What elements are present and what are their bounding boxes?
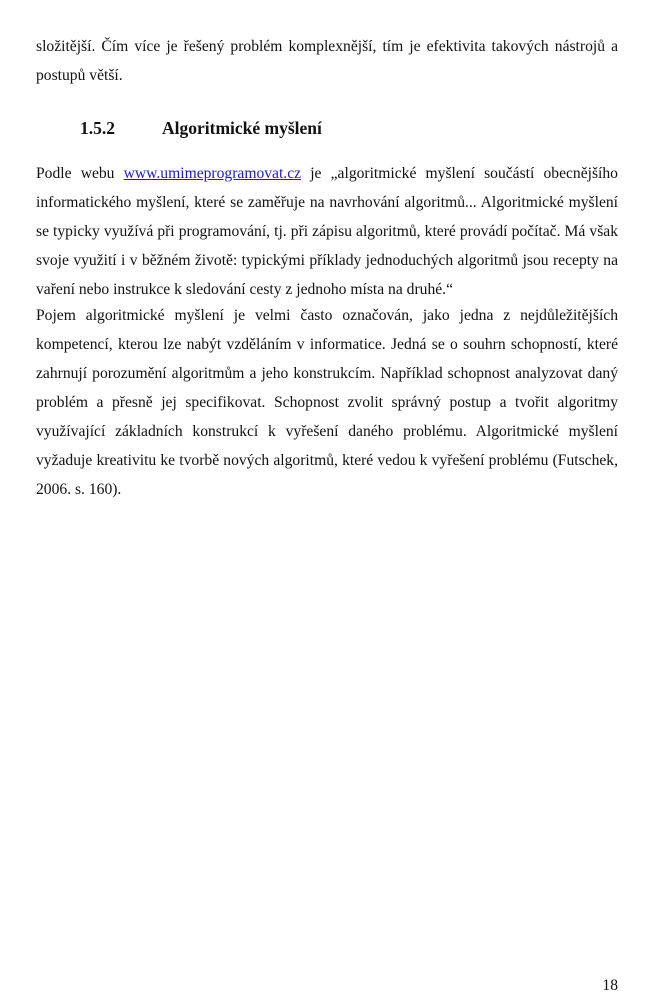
paragraph1-line-3: se typicky využívá při programování, tj. při zápisu algoritmů, které provádí počítač. Má však xyxy=(36,223,618,240)
intro-line-1: složitější. Čím více je řešený problém komplexnější, tím je efektivita takových nástrojů a xyxy=(36,38,618,55)
paragraph1-line-4: svoje využití i v běžném životě: typickými příklady jednoduchých algoritmů jsou recepty na xyxy=(36,252,618,269)
paragraph2-line-6: vyžaduje kreativitu ke tvorbě nových algoritmů, které vedou k vyřešení problému (Futschek, xyxy=(36,452,618,469)
paragraph1-intro-text: Podle webu xyxy=(36,165,115,182)
paragraph2-line-5: využívající základních konstrukcí k vyřešení daného problému. Algoritmické myšlení xyxy=(36,423,618,440)
page-number: 18 xyxy=(602,977,618,994)
paragraph1-quote-start: je „algoritmické myšlení součástí obecnějšího xyxy=(310,165,618,182)
intro-line-2: postupů větší. xyxy=(36,67,123,84)
paragraph2-line-2: kompetencí, kterou lze nabýt vzděláním v informatice. Jedná se o souhrn schopností, které xyxy=(36,336,618,353)
paragraph1-line-1 xyxy=(36,164,618,184)
paragraph2-line-1: Pojem algoritmické myšlení je velmi často označován, jako jedna z nejdůležitějších xyxy=(36,307,618,324)
section-number: 1.5.2 xyxy=(80,118,115,138)
paragraph1-line-5: vaření nebo instrukce k sledování cesty z jednoho místa na druhé.“ xyxy=(36,281,454,298)
paragraph1-line-2: informatického myšlení, které se zaměřuje na navrhování algoritmů... Algoritmické myšlení xyxy=(36,194,618,211)
paragraph2-line-7: 2006. s. 160). xyxy=(36,481,122,498)
paragraph2-line-4: problém a přesně jej specifikovat. Schopnost zvolit správný postup a tvořit algoritmy xyxy=(36,394,618,411)
section-heading xyxy=(80,118,322,139)
paragraph2-line-3: zahrnují porozumění algoritmům a jeho konstrukcím. Například schopnost analyzovat daný xyxy=(36,365,618,382)
umimeprogramovat-link[interactable]: www.umimeprogramovat.cz xyxy=(123,165,302,182)
section-title: Algoritmické myšlení xyxy=(162,118,322,138)
